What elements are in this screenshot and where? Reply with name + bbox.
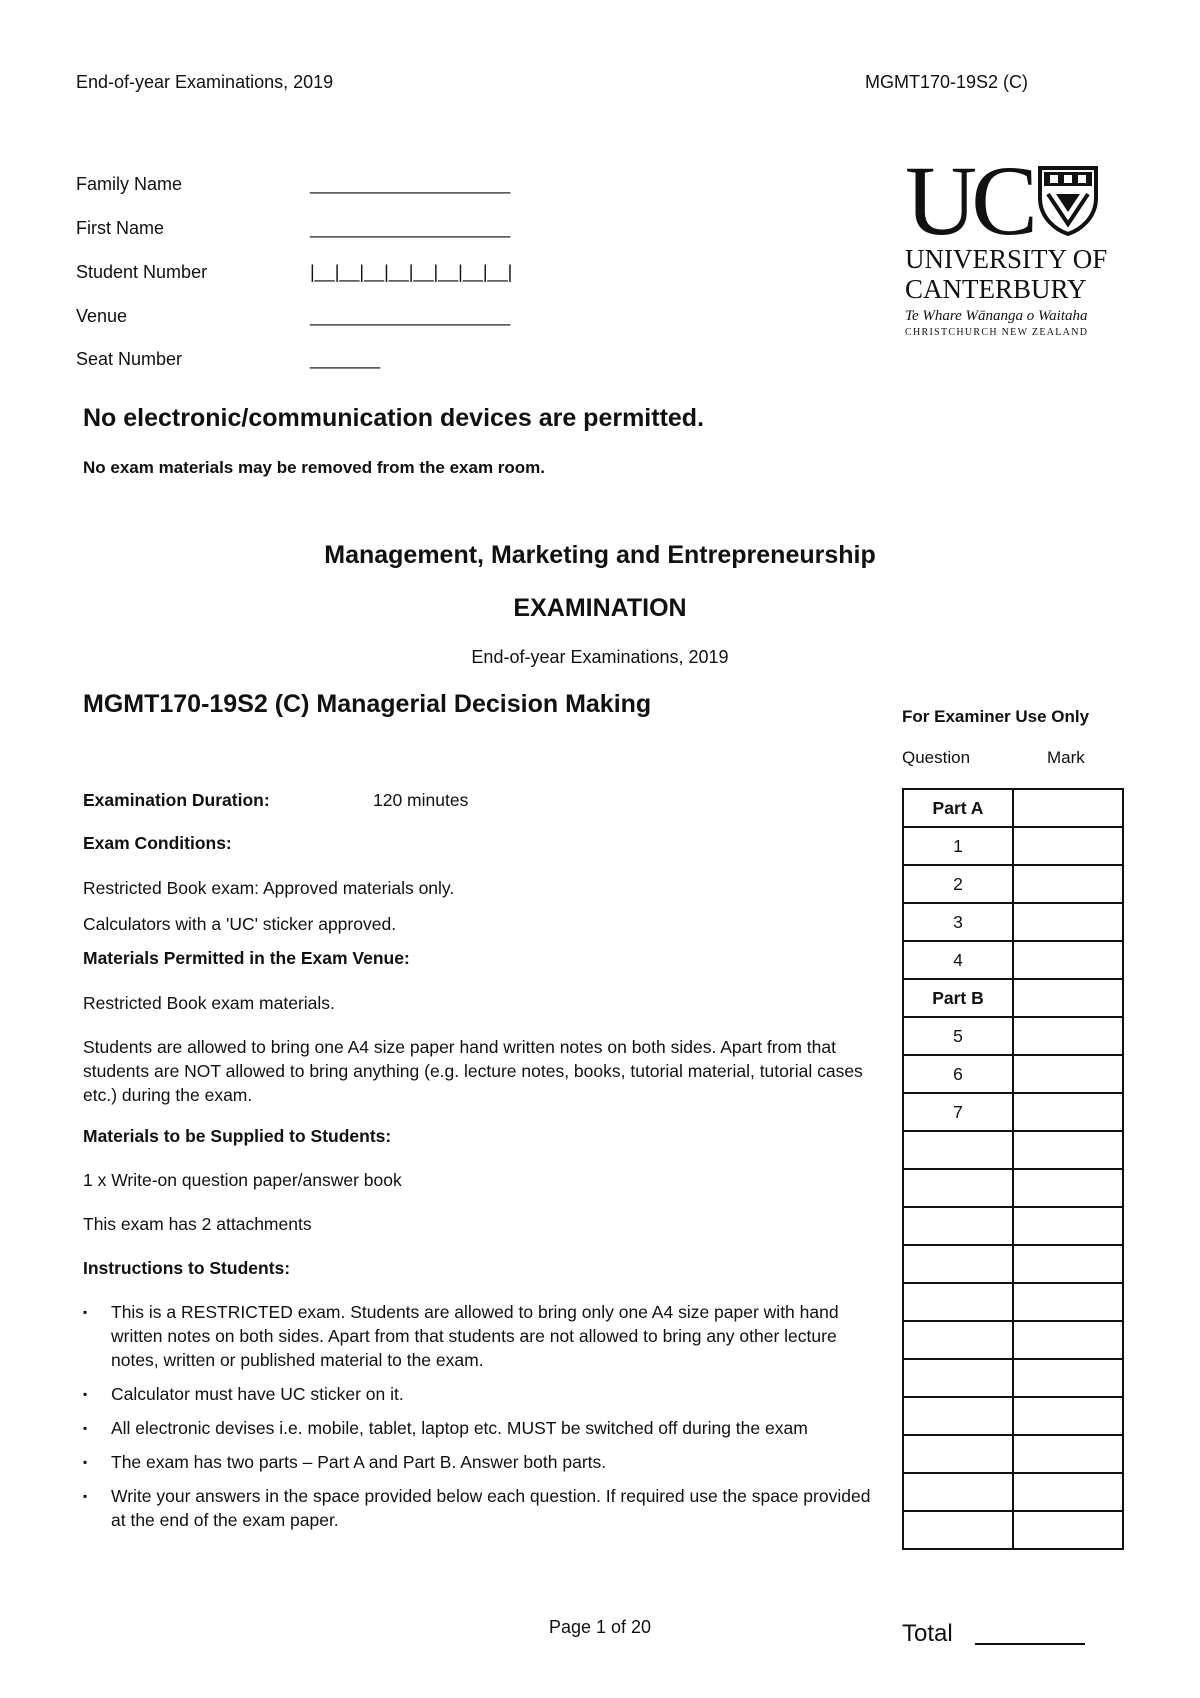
- header-exam-session: End-of-year Examinations, 2019: [76, 72, 334, 92]
- logo-place: CHRISTCHURCH NEW ZEALAND: [905, 327, 1089, 338]
- permitted-label: Materials Permitted in the Exam Venue:: [83, 948, 410, 968]
- devices-warning: No electronic/communication devices are permitted.: [83, 404, 705, 432]
- table-row: [903, 1207, 1123, 1245]
- question-cell: [903, 1283, 1013, 1321]
- logo-canterbury: CANTERBURY: [905, 274, 1087, 304]
- family-name-label: Family Name: [76, 174, 183, 194]
- university-logo: [905, 145, 1145, 340]
- supplied-text-1: 1 x Write-on question paper/answer book: [83, 1170, 402, 1190]
- instructions-label: Instructions to Students:: [83, 1258, 291, 1278]
- crest-icon: [1036, 164, 1100, 236]
- materials-warning: No exam materials may be removed from the exam room.: [83, 458, 546, 477]
- mark-cell: [1013, 1131, 1123, 1169]
- mark-cell: [1013, 1435, 1123, 1473]
- table-row: [903, 941, 1123, 979]
- question-cell: [903, 1473, 1013, 1511]
- mark-cell: [1013, 1359, 1123, 1397]
- table-row: [903, 1397, 1123, 1435]
- question-cell: [903, 1435, 1013, 1473]
- mark-cell: [1013, 903, 1123, 941]
- question-cell: Part B: [903, 979, 1013, 1017]
- table-row: [903, 1169, 1123, 1207]
- mark-cell: [1013, 1511, 1123, 1549]
- conditions-text-1: Restricted Book exam: Approved materials only.: [83, 878, 455, 898]
- list-item: ▪ Write your answers in the space provided below each question. If required use the space provided at the end of the exam paper.: [83, 1484, 883, 1532]
- permitted-text-1: Restricted Book exam materials.: [83, 993, 335, 1013]
- question-cell: [903, 1359, 1013, 1397]
- mark-cell: [1013, 1017, 1123, 1055]
- supplied-label: Materials to be Supplied to Students:: [83, 1126, 392, 1146]
- mark-cell: [1013, 789, 1123, 827]
- table-row: [903, 827, 1123, 865]
- table-row: [903, 1245, 1123, 1283]
- table-row: [903, 865, 1123, 903]
- logo-uc-mark: UC: [905, 145, 1032, 256]
- table-row: [903, 1473, 1123, 1511]
- venue-label: Venue: [76, 306, 128, 326]
- first-name-label: First Name: [76, 218, 165, 238]
- session-subtitle: End-of-year Examinations, 2019: [471, 647, 729, 667]
- mark-cell: [1013, 941, 1123, 979]
- total-label: Total: [902, 1620, 953, 1647]
- mark-cell: [1013, 1245, 1123, 1283]
- permitted-text-2: Students are allowed to bring one A4 size paper hand written notes on both sides. Apart from that students are NOT allowed to bring anything (e.g. lecture notes, books, tutorial material, tutorial cases etc.) during the exam.: [83, 1037, 863, 1105]
- seat-number-line: _______: [310, 349, 381, 369]
- table-row: [903, 1017, 1123, 1055]
- table-row: [903, 1435, 1123, 1473]
- question-cell: 3: [903, 903, 1013, 941]
- logo-university-of: UNIVERSITY OF: [905, 244, 1108, 274]
- mark-cell: [1013, 979, 1123, 1017]
- table-row: [903, 1283, 1123, 1321]
- venue-line: ____________________: [310, 306, 511, 326]
- question-cell: 4: [903, 941, 1013, 979]
- question-cell: Part A: [903, 789, 1013, 827]
- conditions-text-2: Calculators with a 'UC' sticker approved.: [83, 914, 397, 934]
- table-row: [903, 903, 1123, 941]
- examiner-heading: For Examiner Use Only: [902, 707, 1090, 726]
- question-cell: [903, 1245, 1013, 1283]
- table-row: [903, 1093, 1123, 1131]
- table-row: [903, 789, 1123, 827]
- conditions-label: Exam Conditions:: [83, 833, 232, 853]
- question-cell: [903, 1131, 1013, 1169]
- mark-cell: [1013, 1055, 1123, 1093]
- question-cell: 1: [903, 827, 1013, 865]
- table-row: [903, 1511, 1123, 1549]
- question-cell: [903, 1511, 1013, 1549]
- header-course-code: MGMT170-19S2 (C): [865, 72, 1029, 92]
- question-cell: 6: [903, 1055, 1013, 1093]
- table-row: [903, 1055, 1123, 1093]
- total-line: [975, 1643, 1085, 1645]
- mark-cell: [1013, 1321, 1123, 1359]
- table-row: [903, 1131, 1123, 1169]
- examination-title: EXAMINATION: [513, 594, 687, 622]
- examiner-marks-table: [902, 788, 1124, 1550]
- mark-cell: [1013, 1473, 1123, 1511]
- mark-cell: [1013, 1207, 1123, 1245]
- question-cell: [903, 1321, 1013, 1359]
- seat-number-label: Seat Number: [76, 349, 183, 369]
- duration-label: Examination Duration:: [83, 790, 270, 810]
- table-row: [903, 979, 1123, 1017]
- first-name-line: ____________________: [310, 218, 511, 238]
- list-item: ▪ The exam has two parts – Part A and Part B. Answer both parts.: [83, 1450, 883, 1474]
- list-item: ▪ This is a RESTRICTED exam. Students are allowed to bring only one A4 size paper with hand written notes on both sides. Apart from that students are not allowed to bring any other lecture notes, written or published material to the exam.: [83, 1300, 883, 1372]
- student-number-label: Student Number: [76, 262, 208, 282]
- question-column-header: Question: [902, 748, 971, 767]
- family-name-line: ____________________: [310, 174, 511, 194]
- question-cell: 7: [903, 1093, 1013, 1131]
- list-item: ▪ Calculator must have UC sticker on it.: [83, 1382, 883, 1406]
- question-cell: [903, 1397, 1013, 1435]
- mark-column-header: Mark: [1047, 748, 1085, 767]
- logo-maori-name: Te Whare Wānanga o Waitaha: [905, 308, 1088, 324]
- course-title: MGMT170-19S2 (C) Managerial Decision Making: [83, 690, 652, 718]
- mark-cell: [1013, 1093, 1123, 1131]
- question-cell: 2: [903, 865, 1013, 903]
- mark-cell: [1013, 865, 1123, 903]
- table-row: [903, 1321, 1123, 1359]
- table-row: [903, 1359, 1123, 1397]
- page-number: Page 1 of 20: [548, 1617, 652, 1637]
- question-cell: 5: [903, 1017, 1013, 1055]
- student-number-boxes: |__|__|__|__|__|__|__|__|: [310, 262, 513, 282]
- mark-cell: [1013, 1169, 1123, 1207]
- question-cell: [903, 1207, 1013, 1245]
- mark-cell: [1013, 827, 1123, 865]
- mark-cell: [1013, 1397, 1123, 1435]
- instructions-list: [83, 1300, 883, 1542]
- question-cell: [903, 1169, 1013, 1207]
- duration-value: 120 minutes: [373, 790, 469, 810]
- supplied-text-2: This exam has 2 attachments: [83, 1214, 312, 1234]
- department-title: Management, Marketing and Entrepreneurship: [324, 541, 876, 569]
- mark-cell: [1013, 1283, 1123, 1321]
- list-item: ▪ All electronic devises i.e. mobile, tablet, laptop etc. MUST be switched off during the exam: [83, 1416, 883, 1440]
